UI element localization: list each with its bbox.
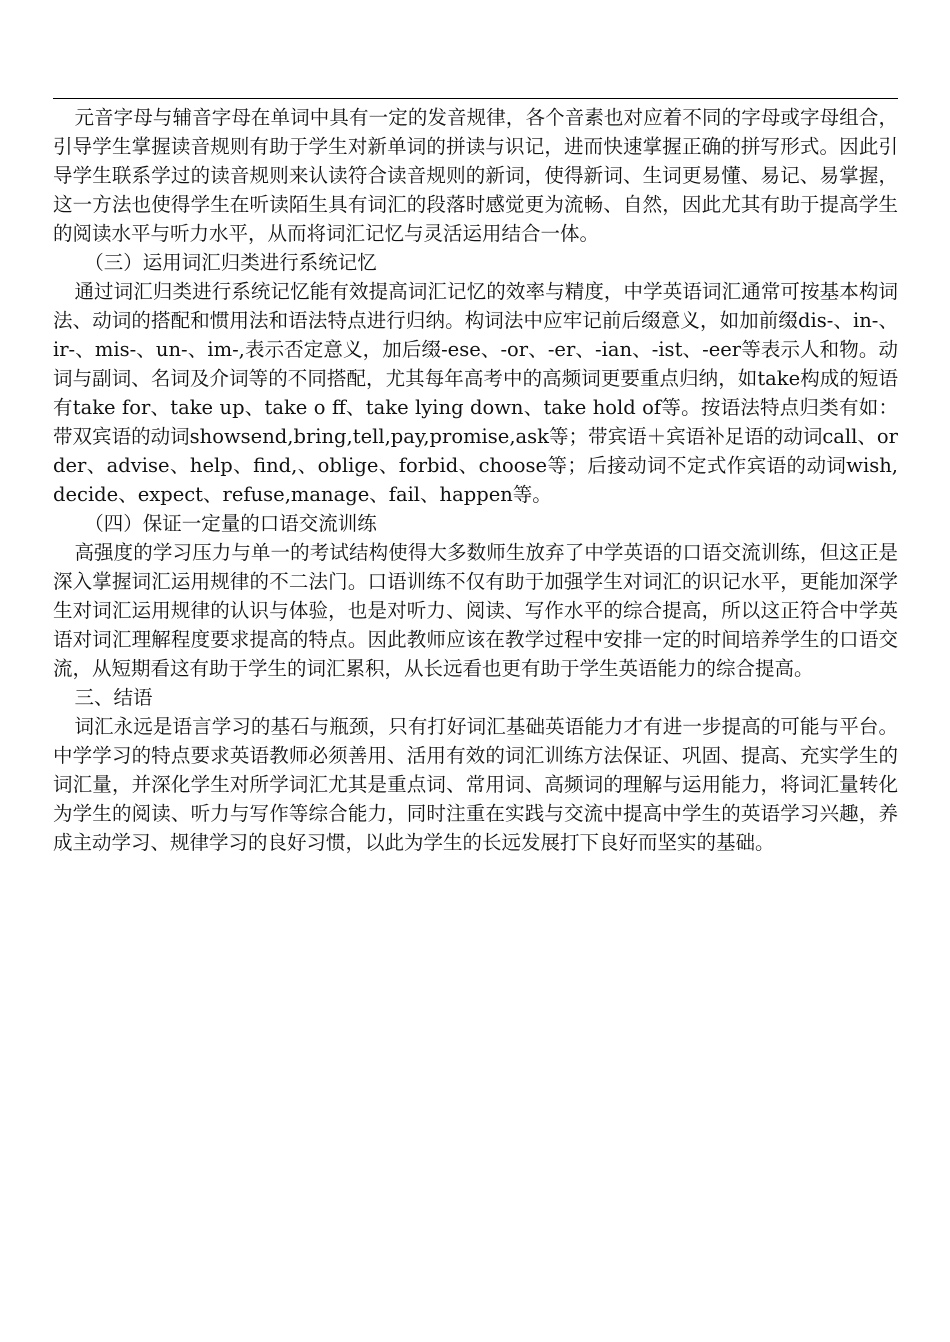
section-heading-oral-training: （四）保证一定量的口语交流训练 — [84, 512, 377, 535]
paragraph-phonics-rules: 元音字母与辅音字母在单词中具有一定的发音规律，各个音素也对应着不同的字母或字母组合，引导学生掌握读音规则有助于学生对新单词的拼读与识记，进而快速掌握正确的拼写形式。因此引导学生联系学过的读音规则来认读符合读音规则的新词，使得新词、生词更易懂、易记、易掌握，这一方法也使得学生在听读陌生具有词汇的段落时感觉更为流畅、自然，因此尤其有助于提高学生的阅读水平与听力水平，从而将词汇记忆与灵活运用结合一体。 — [53, 106, 898, 245]
section-heading-conclusion: 三、结语 — [74, 686, 153, 709]
document-page — [53, 98, 898, 857]
document-body — [53, 103, 898, 857]
paragraph-vocabulary-classification: 通过词汇归类进行系统记忆能有效提高词汇记忆的效率与精度，中学英语词汇通常可按基本构词法、动词的搭配和惯用法和语法特点进行归纳。构词法中应牢记前后缀意义，如加前缀dis-、in-、ir-、mis-、un-、im-,表示否定意义，加后缀-ese、-or、-er、-ian、-ist、-eer等表示人和物。动词与副词、名词及介词等的不同搭配，尤其每年高考中的高频词更要重点归纳，如take构成的短语有take for、take up、take o ff、take lying down、take hold of等。按语法特点归类有如：带双宾语的动词showsend,bring,tell,pay,promise,ask等；带宾语＋宾语补足语的动词call、order、advise、help、find,、oblige、forbid、choose等；后接动词不定式作宾语的动词wish,decide、expect、refuse,manage、fail、happen等。 — [53, 280, 898, 506]
paragraph-oral-training: 高强度的学习压力与单一的考试结构使得大多数师生放弃了中学英语的口语交流训练，但这正是深入掌握词汇运用规律的不二法门。口语训练不仅有助于加强学生对词汇的识记水平，更能加深学生对词汇运用规律的认识与体验，也是对听力、阅读、写作水平的综合提高，所以这正符合中学英语对词汇理解程度要求提高的特点。因此教师应该在教学过程中安排一定的时间培养学生的口语交流，从短期看这有助于学生的词汇累积，从长远看也更有助于学生英语能力的综合提高。 — [53, 541, 898, 680]
paragraph-conclusion: 词汇永远是语言学习的基石与瓶颈，只有打好词汇基础英语能力才有进一步提高的可能与平台。中学学习的特点要求英语教师必须善用、活用有效的词汇训练方法保证、巩固、提高、充实学生的词汇量，并深化学生对所学词汇尤其是重点词、常用词、高频词的理解与运用能力，将词汇量转化为学生的阅读、听力与写作等综合能力，同时注重在实践与交流中提高中学生的英语学习兴趣，养成主动学习、规律学习的良好习惯，以此为学生的长远发展打下良好而坚实的基础。 — [53, 715, 898, 854]
header-rule — [53, 98, 898, 99]
section-heading-classification: （三）运用词汇归类进行系统记忆 — [84, 251, 377, 274]
